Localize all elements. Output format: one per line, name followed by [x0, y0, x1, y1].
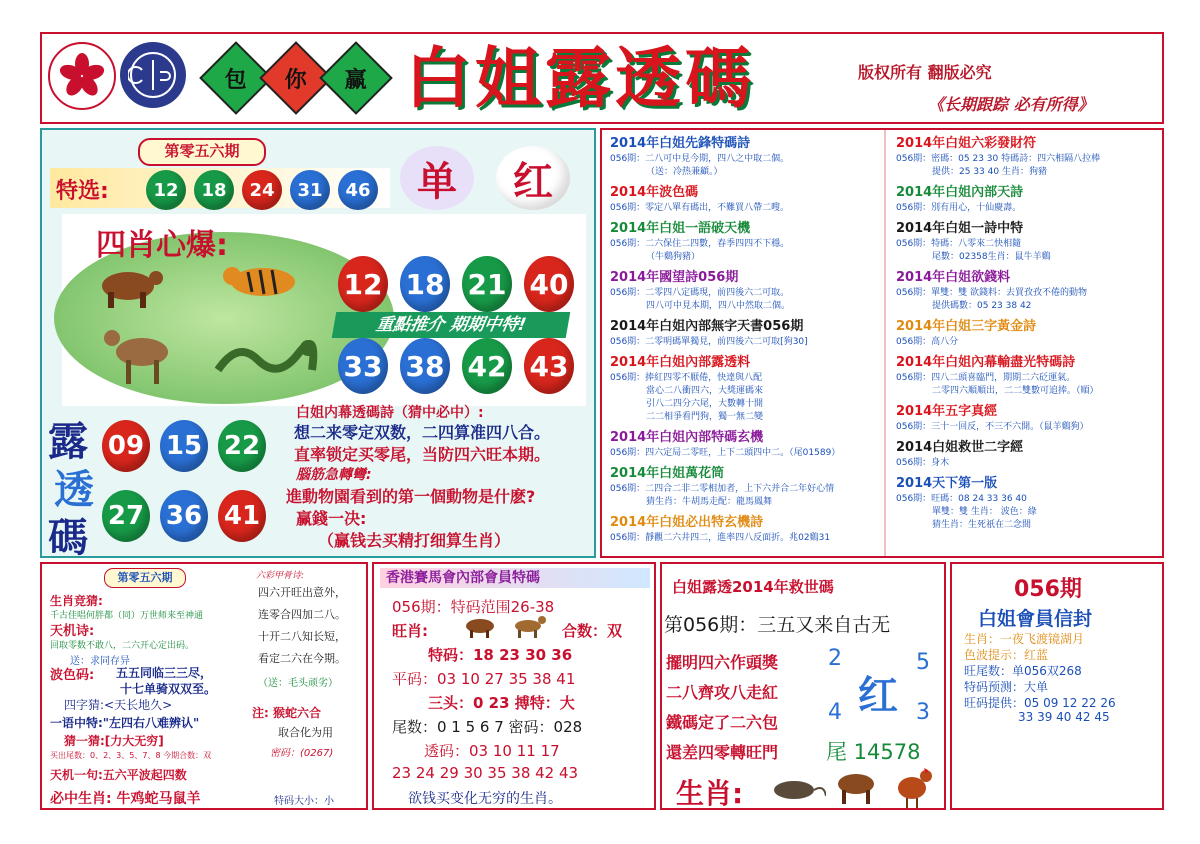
special-ball: 24 — [242, 170, 282, 210]
tip-line: 四八可中見本期，四八中然取二個。 — [646, 301, 791, 311]
b1-line: 送：求同存异 — [70, 656, 130, 667]
special-ball: 46 — [338, 170, 378, 210]
b3-line: 二八齊攻八走紅 — [666, 683, 779, 702]
b1-line: 必中生肖: 牛鸡蛇马鼠羊 — [50, 791, 201, 807]
b4-line: 33 39 40 42 45 — [1018, 710, 1110, 724]
b1-right: （送：毛头顽劣） — [258, 678, 338, 689]
b3-hong: 红 — [858, 673, 898, 719]
four-ball: 43 — [524, 338, 574, 394]
four-ball: 12 — [338, 256, 388, 312]
tip-block — [610, 426, 882, 458]
rooster-icon — [890, 764, 936, 808]
ox-small-image-2 — [832, 768, 880, 810]
tip-title: 2014年白姐欲錢料 — [896, 270, 1011, 285]
b4-line: 旺码提供：05 09 12 22 26 — [964, 696, 1116, 710]
four-ball: 38 — [400, 338, 450, 394]
hk-flower-logo — [48, 42, 116, 110]
tip-line: 尾數：02358生肖：鼠牛羊鷄 — [932, 252, 1051, 262]
tip-block — [610, 266, 882, 311]
b2-line: 平码：03 10 27 35 38 41 — [392, 670, 576, 688]
special-ball: 18 — [194, 170, 234, 210]
tip-line: 單雙：雙 生肖： 波色：綠 — [932, 507, 1037, 517]
b4-line: 旺尾数：单056双268 — [964, 664, 1082, 678]
tip-block — [896, 472, 1160, 530]
b1-line: 千古佳唱何胖都（同）万世师来至神通 — [50, 611, 204, 621]
ox-image — [92, 262, 164, 310]
b1-line: 天机一句:五六平波起四数 — [50, 768, 187, 782]
b2-line: 透码：03 10 11 17 — [424, 742, 560, 760]
b3-num: 5 — [916, 650, 930, 675]
four-ball: 18 — [400, 256, 450, 312]
b1-line: 猜一猜:[力大无穷] — [64, 734, 164, 748]
tip-block — [610, 351, 882, 422]
brand-logo — [120, 42, 186, 108]
gcp-logo-icon — [128, 50, 178, 100]
b1-right: 六彩甲骨诗: — [256, 571, 305, 581]
tip-title: 2014白姐救世二字經 — [896, 440, 1024, 455]
tip-title: 2014年白姐必出特玄機詩 — [610, 515, 764, 530]
b1-line: 一语中特:"左四右八难辨认" — [50, 716, 200, 730]
single-badge: 单 — [400, 146, 474, 210]
b2-line: 三头：0 23 搏特：大 — [428, 694, 575, 712]
win-title: 赢錢一决: — [296, 509, 367, 528]
tip-line: 猜生肖：生死祇在二念間 — [932, 520, 1032, 530]
horse-icon — [510, 616, 546, 638]
tip-line: 056期：四八二頭喜臨門，期期二六砭運氣。 — [896, 373, 1076, 383]
b3-title: 白姐露透2014年救世碼 — [672, 578, 834, 596]
rat-image — [768, 774, 826, 806]
reveal-ball: 41 — [218, 490, 266, 542]
tip-line: 056期：捧紅四零不厭倦，快達與八配 — [610, 373, 763, 383]
tip-block — [610, 132, 882, 177]
tip-line: 056期：二四合二非二零相加者，上下六并合二年好心情 — [610, 484, 835, 494]
b1-line: 十七单骑双双至。 — [120, 682, 217, 696]
main-title: 白姐露透碼 — [405, 39, 755, 117]
mid-column — [610, 132, 882, 547]
b1-line: 四字猜:<天长地久> — [64, 698, 173, 712]
tip-line: 二二相爭看門狗，獨一無二變 — [646, 412, 764, 422]
recommend-banner: 重點推介 期期中特! — [332, 312, 571, 338]
b4-title: 白姐會員信封 — [978, 608, 1093, 630]
four-ball: 42 — [462, 338, 512, 394]
goat-icon — [98, 320, 178, 386]
b1-right: 看定二六在今期。 — [258, 652, 346, 665]
reveal-ball: 36 — [160, 490, 208, 542]
tip-block — [896, 132, 1160, 177]
b1-right: 注: 猴蛇六合 — [252, 706, 321, 720]
special-label: 特选: — [56, 179, 109, 204]
dragon-icon — [212, 330, 318, 390]
b1-right: 特码大小：小 — [274, 796, 334, 807]
poem-line: 想二来零定双数，二四算准四八合。 — [294, 423, 551, 442]
tip-title: 2014年白姐三字黃金詩 — [896, 319, 1037, 334]
b1-line: 五五同临三三尽， — [116, 666, 213, 680]
rooster-image — [890, 764, 936, 812]
tiger-image — [218, 256, 308, 304]
four-ball: 33 — [338, 338, 388, 394]
slogan-char: 赢 — [344, 67, 368, 93]
tip-title: 2014年白姐內部無字天書056期 — [610, 319, 804, 334]
tip-line: 056期：別有用心，十仙慶壽。 — [896, 203, 1022, 213]
right-column — [896, 132, 1160, 534]
reveal-ball: 22 — [218, 420, 266, 472]
tip-block — [610, 217, 882, 262]
b1-line: 回取零数不敢八，二六开心定出码。 — [50, 641, 195, 651]
tip-line: 056期：二零明碼單獨見，前四後六二可取[狗30] — [610, 337, 808, 347]
tip-line: 056期：二零四八定碼現，前四後六二可取。 — [610, 288, 790, 298]
tip-title: 2014年白姐一詩中特 — [896, 221, 1024, 236]
lou-char: 露 — [48, 419, 88, 465]
bauhinia-icon — [59, 53, 105, 99]
tip-line: 056期：高八分 — [896, 337, 959, 347]
tip-block — [896, 181, 1160, 213]
tip-line: 056期：密碼：05 23 30 特碼詩：四六相隔八拉棒 — [896, 154, 1101, 164]
b4-line: 特码预测：大单 — [964, 680, 1049, 694]
tip-line: 056期：四六定局二零旺，上下二頭四中二。（尾01589） — [610, 448, 841, 458]
b1-line: 波色码: — [50, 668, 95, 683]
b3-tail: 尾 14578 — [826, 740, 921, 764]
tip-line: 056期：特碼：八零來二快相隨 — [896, 239, 1022, 249]
tip-title: 2014年白姐內部露透料 — [610, 355, 751, 370]
reveal-ball: 27 — [102, 490, 150, 542]
tip-line: 提供碼數：05 23 38 42 — [932, 301, 1032, 311]
tip-title: 2014年白姐萬花筒 — [610, 466, 725, 481]
reveal-ball: 09 — [102, 420, 150, 472]
four-ball: 40 — [524, 256, 574, 312]
tip-line: 引八二四分六尾，大數轉十開 — [646, 399, 764, 409]
poem-line: 直率锁定买零尾，当防四六旺本期。 — [294, 445, 551, 464]
tip-line: 056期：三十一回反，不三不六開。（鼠羊鷄狗） — [896, 422, 1089, 432]
special-ball: 12 — [146, 170, 186, 210]
b1-right: 十开二八知长短， — [258, 630, 346, 643]
b3-line: 鐵碼定了二六包 — [666, 713, 779, 732]
tip-line: 當心二八衝四六，大獎運碼來 — [646, 386, 764, 396]
b3-line: 擺明四六作頭獎 — [666, 653, 779, 672]
tip-title: 2014年五字真經 — [896, 404, 998, 419]
tip-block — [610, 462, 882, 507]
ox-small-image — [462, 616, 498, 642]
tip-block — [610, 181, 882, 213]
tip-line: 056期：二六保住二四數，春季四四不下穩。 — [610, 239, 790, 249]
tip-block — [896, 217, 1160, 262]
b3-zodiac: 生肖: — [676, 777, 744, 810]
b4-line: 色波提示：红蓝 — [964, 648, 1049, 662]
tip-title: 2014年白姐內部特碼玄機 — [610, 430, 764, 445]
ox-icon — [92, 262, 164, 310]
tip-block — [610, 315, 882, 347]
b1-line: 生肖竞猜: — [50, 594, 103, 608]
tip-line: 056期：靜觀二六井四二，進率四八反面折。兆02鷄31 — [610, 533, 831, 543]
poem-title: 白姐内幕透碼詩（猜中必中）: — [296, 405, 484, 421]
tip-title: 2014年國望詩056期 — [610, 270, 739, 285]
b1-right: 连零合四加二八。 — [258, 608, 346, 621]
b2-line: 旺肖: — [392, 622, 428, 640]
tip-line: 056期：二八可中見今期，四八之中取二個。 — [610, 154, 790, 164]
tip-title: 2014年白姐一語破天機 — [610, 221, 751, 236]
b1-right: 四六开旺出意外， — [258, 586, 346, 599]
tip-line: 提供：25 33 40 生肖：狗豬 — [932, 167, 1047, 177]
b3-num: 2 — [828, 646, 842, 671]
column-divider — [884, 130, 886, 556]
tip-line: 056期：單雙：雙 欲錢料：去買孜孜不倦的動物 — [896, 288, 1088, 298]
goat-image — [98, 320, 178, 386]
b2-title: 香港賽馬會內部會員特碼 — [380, 568, 650, 588]
win-text: （赢钱去买精打细算生肖） — [318, 531, 511, 550]
ox-icon — [832, 768, 880, 806]
b2-line: 合数：双 — [562, 622, 623, 640]
b3-line: 第056期：三五又来自古无 — [664, 614, 891, 636]
reveal-ball: 15 — [160, 420, 208, 472]
b3-num: 3 — [916, 700, 930, 725]
tip-title: 2014年波色碼 — [610, 185, 699, 200]
tip-line: 056期：身木 — [896, 458, 950, 468]
tip-line: 056期：零定八單有碼出，不難買八帶二嗖。 — [610, 203, 790, 213]
tip-title: 2014年白姐六彩發財符 — [896, 136, 1037, 151]
b1-right: 取合化为用 — [278, 726, 333, 739]
b2-line: 23 24 29 30 35 38 42 43 — [392, 764, 579, 782]
slogan-char: 你 — [284, 67, 308, 93]
b4-period: 056期 — [1014, 577, 1082, 602]
tip-line: （牛鷄狗豬） — [646, 252, 701, 262]
tip-block — [896, 351, 1160, 396]
tip-block — [610, 511, 882, 543]
brain-question: 進動物園看到的第一個動物是什麽? — [286, 487, 536, 506]
tip-line: 二零四六順順出，二二雙數可追捧。（順） — [932, 386, 1099, 396]
b3-line: 還差四零轉旺門 — [666, 743, 779, 762]
tiger-icon — [218, 256, 308, 304]
b3-num: 4 — [828, 700, 842, 725]
special-ball: 31 — [290, 170, 330, 210]
b1-line: 天机诗: — [50, 624, 95, 639]
tip-line: 056期：旺碼：08 24 33 36 40 — [896, 494, 1027, 504]
four-zodiac-title: 四肖心爆: — [96, 228, 228, 263]
tip-block — [896, 315, 1160, 347]
tip-title: 2014年白姐內部天詩 — [896, 185, 1024, 200]
copyright-text: 版权所有 翻版必究 — [858, 63, 992, 82]
red-badge: 红 — [496, 146, 570, 210]
four-ball: 21 — [462, 256, 512, 312]
tip-title: 2014年白姐內幕輸盡光特碼詩 — [896, 355, 1076, 370]
tip-block — [896, 436, 1160, 468]
b2-line: 056期：特码范围26-38 — [392, 598, 555, 616]
b2-line: 尾数：0 1 5 6 7 密码：028 — [392, 718, 583, 736]
tip-block — [896, 400, 1160, 432]
tip-title: 2014天下第一版 — [896, 476, 998, 491]
b4-line: 生肖：一夜飞渡镜湖月 — [964, 632, 1085, 646]
tou-char: 透 — [54, 467, 94, 513]
b2-line: 欲钱买变化无穷的生肖。 — [408, 791, 562, 807]
ma-char: 碼 — [48, 515, 88, 561]
tip-title: 2014年白姐先鋒特碼詩 — [610, 136, 751, 151]
b1-line: 买出尾数：0、2、3、5、7、8 今期合数：双 — [50, 751, 212, 760]
tip-line: （送：冷热兼顧。） — [646, 167, 723, 177]
tip-block — [896, 266, 1160, 311]
horse-small-image — [510, 616, 546, 642]
period-tag-small: 第零五六期 — [104, 568, 186, 588]
slogan-char: 包 — [224, 67, 248, 93]
motto-text: 《长期跟踪 必有所得》 — [928, 95, 1094, 114]
b2-line: 特码：18 23 30 36 — [428, 646, 573, 664]
dragon-image — [212, 330, 318, 390]
period-tag: 第零五六期 — [138, 138, 266, 166]
rat-icon — [768, 774, 826, 802]
tip-line: 猜生肖：牛胡馬走配：龍馬鳳舞 — [646, 497, 773, 507]
ox-icon — [462, 616, 498, 638]
b1-right: 密码：(0267) — [270, 748, 334, 759]
brain-title: 腦筋急轉彎: — [296, 467, 372, 483]
